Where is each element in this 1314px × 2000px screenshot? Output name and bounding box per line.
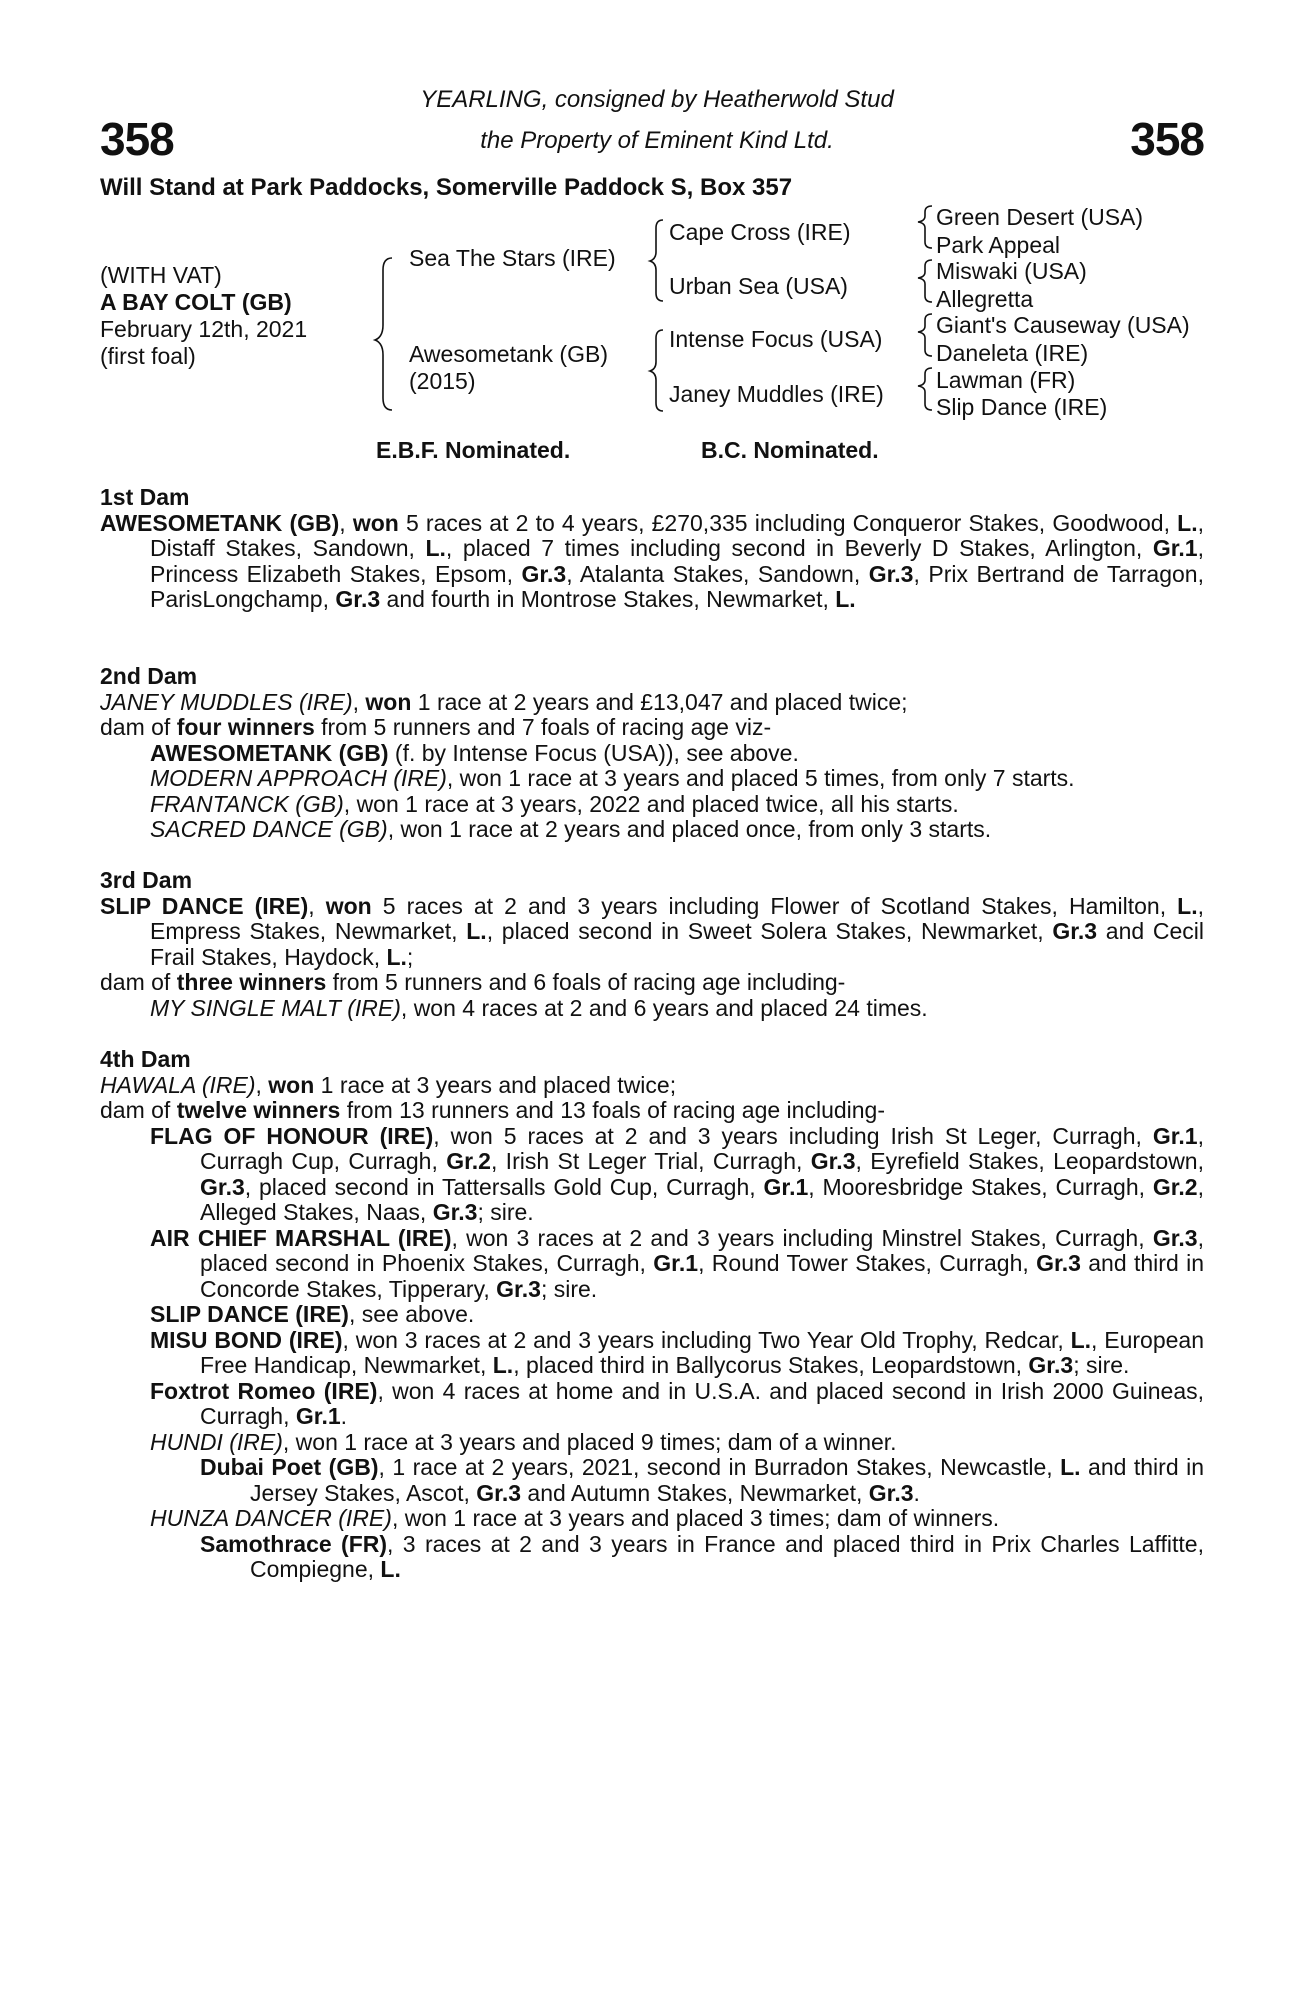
third-dam-section	[100, 868, 1204, 1021]
fourth-dam-record: HAWALA (IRE), won 1 race at 3 years and placed twice;	[100, 1071, 677, 1098]
sire: Sea The Stars (IRE)	[409, 245, 616, 271]
bracket-dam	[650, 330, 663, 411]
produce-item: AWESOMETANK (GB) (f. by Intense Focus (USA)), see above.	[150, 739, 799, 766]
produce-item: Foxtrot Romeo (IRE), won 4 races at home and in U.S.A. and placed second in Irish 2000 Guineas, Curragh, Gr.1.	[150, 1377, 1204, 1429]
sire-dam: Urban Sea (USA)	[669, 273, 848, 299]
dam-year: (2015)	[409, 368, 476, 394]
consignment-line-2: the Property of Eminent Kind Ltd.	[480, 127, 834, 154]
second-dam-section	[100, 664, 1204, 843]
ssd: Park Appeal	[936, 232, 1061, 258]
produce-summary: dam of three winners from 5 runners and 6 foals of racing age including-	[100, 969, 846, 995]
bc-nominated: B.C. Nominated.	[701, 437, 879, 463]
section-heading: 3rd Dam	[100, 867, 193, 893]
dam: Awesometank (GB)	[409, 341, 608, 367]
bracket-sd	[918, 260, 932, 302]
lot-number-right: 358	[1130, 113, 1204, 165]
bracket-dd	[918, 368, 932, 410]
bracket-ss	[918, 206, 932, 248]
third-dam-record: SLIP DANCE (IRE), won 5 races at 2 and 3 years including Flower of Scotland Stakes, Hamilton, L., Empress Stakes, Newmarket, L., placed second in Sweet Solera Stakes, Newmarket, Gr.3 and Cecil Frail Stakes, Haydock, L.;	[100, 892, 1205, 970]
produce-item: MISU BOND (IRE), won 3 races at 2 and 3 years including Two Year Old Trophy, Redcar, L., European Free Handicap, Newmarket, L., placed third in Ballycorus Stakes, Leopardstown, Gr.3; sire.	[150, 1326, 1204, 1378]
ddd: Slip Dance (IRE)	[936, 394, 1108, 420]
produce-item: MODERN APPROACH (IRE), won 1 race at 3 years and placed 5 times, from only 7 starts.	[150, 765, 1075, 791]
vat-note: (WITH VAT)	[100, 262, 222, 288]
foal-note: (first foal)	[100, 343, 196, 369]
produce-summary: dam of twelve winners from 13 runners and 13 foals of racing age including-	[100, 1097, 885, 1123]
bracket-sire	[650, 220, 663, 301]
dds: Lawman (FR)	[936, 367, 1076, 393]
section-heading: 4th Dam	[100, 1046, 191, 1072]
produce-item: SLIP DANCE (IRE), see above.	[150, 1301, 475, 1327]
produce-item: SACRED DANCE (GB), won 1 race at 2 years and placed once, from only 3 starts.	[150, 816, 992, 842]
section-heading: 2nd Dam	[100, 663, 198, 689]
dss: Giant's Causeway (USA)	[936, 312, 1190, 338]
produce-item: MY SINGLE MALT (IRE), won 4 races at 2 and 6 years and placed 24 times.	[150, 994, 928, 1021]
won-label: won	[352, 509, 399, 536]
bracket-main	[375, 258, 392, 410]
sdd: Allegretta	[936, 286, 1034, 312]
produce-item: Dubai Poet (GB), 1 race at 2 years, 2021, second in Burradon Stakes, Newcastle, L. and third in Jersey Stakes, Ascot, Gr.3 and Autumn Stakes, Newmarket, Gr.3.	[200, 1454, 1204, 1506]
first-dam-record: AWESOMETANK (GB), won 5 races at 2 to 4 years, £270,335 including Conqueror Stakes, Goodwood, L., Distaff Stakes, Sandown, L., placed 7 times including second in Beverly D Stakes, Arlington, Gr.1, Princess Elizabeth Stakes, Epsom, Gr.3, Atalanta Stakes, Sandown, Gr.3, Prix Bertrand de Tarragon, ParisLongchamp, Gr.3 and fourth in Montrose Stakes, Newmarket, L.	[100, 509, 1204, 612]
dsd: Daneleta (IRE)	[936, 340, 1089, 366]
first-dam-section	[100, 485, 1204, 613]
foaling-date: February 12th, 2021	[100, 316, 308, 342]
produce-summary: dam of four winners from 5 runners and 7 foals of racing age viz-	[100, 714, 772, 740]
section-heading: 1st Dam	[100, 484, 190, 510]
sire-sire: Cape Cross (IRE)	[669, 219, 851, 245]
produce-item: HUNDI (IRE), won 1 race at 3 years and placed 9 times; dam of a winner.	[150, 1428, 897, 1455]
produce-item: FLAG OF HONOUR (IRE), won 5 races at 2 and 3 years including Irish St Leger, Curragh, Gr.1, Curragh Cup, Curragh, Gr.2, Irish St Leger Trial, Curragh, Gr.3, Eyrefield Stakes, Leopardstown, Gr.3, placed second in Tattersalls Gold Cup, Curragh, Gr.1, Mooresbridge Stakes, Curragh, Gr.2, Alleged Stakes, Naas, Gr.3; sire.	[150, 1122, 1204, 1225]
fourth-dam-section	[100, 1047, 1204, 1583]
dam-dam: Janey Muddles (IRE)	[669, 381, 884, 407]
produce-item: Samothrace (FR), 3 races at 2 and 3 years in France and placed third in Prix Charles Laffitte, Compiegne, L.	[200, 1530, 1204, 1582]
lot-number-left: 358	[100, 113, 174, 165]
horse-name: A BAY COLT (GB)	[100, 289, 292, 315]
dam-sire: Intense Focus (USA)	[669, 326, 883, 352]
ebf-nominated: E.B.F. Nominated.	[376, 437, 571, 463]
bracket-ds	[918, 314, 932, 356]
stand-location: Will Stand at Park Paddocks, Somerville Paddock S, Box 357	[100, 174, 793, 201]
horse-name: AWESOMETANK (GB)	[100, 509, 340, 536]
produce-item: AIR CHIEF MARSHAL (IRE), won 3 races at 2 and 3 years including Minstrel Stakes, Curragh, Gr.3, placed second in Phoenix Stakes, Curragh, Gr.1, Round Tower Stakes, Curragh, Gr.3 and third in Concorde Stakes, Tipperary, Gr.3; sire.	[150, 1224, 1204, 1302]
sss: Green Desert (USA)	[936, 204, 1144, 230]
consignment-line-1: YEARLING, consigned by Heatherwold Stud	[420, 86, 894, 113]
second-dam-record: JANEY MUDDLES (IRE), won 1 race at 2 years and £13,047 and placed twice;	[100, 688, 908, 715]
produce-item: FRANTANCK (GB), won 1 race at 3 years, 2022 and placed twice, all his starts.	[150, 790, 959, 817]
sds: Miswaki (USA)	[936, 258, 1087, 284]
produce-item: HUNZA DANCER (IRE), won 1 race at 3 years and placed 3 times; dam of winners.	[150, 1505, 1000, 1531]
